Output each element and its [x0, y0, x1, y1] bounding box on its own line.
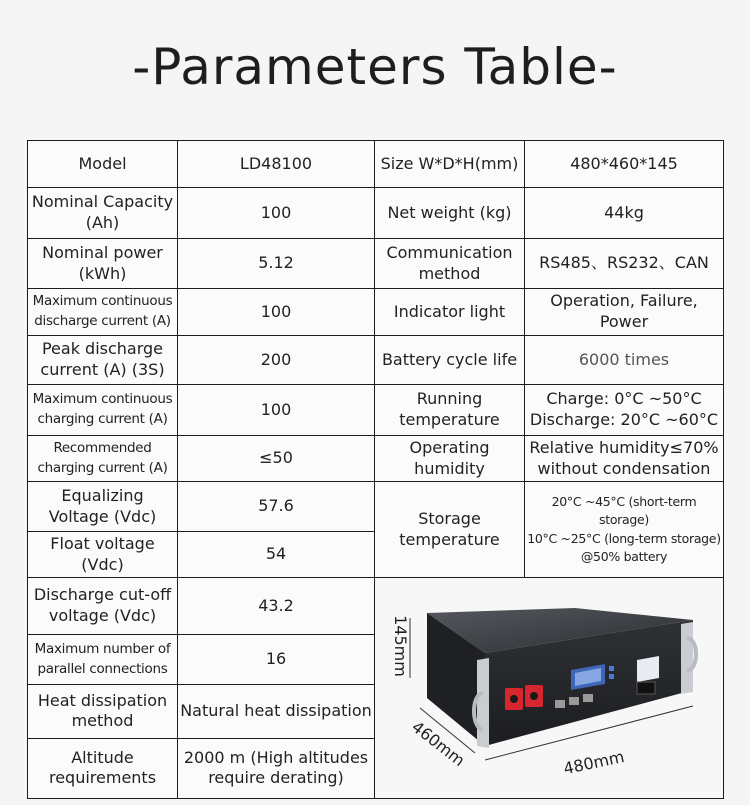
param-label: Net weight (kg) [375, 188, 525, 239]
param-value: 6000 times [525, 336, 724, 385]
param-label: Nominal power (kWh) [28, 239, 178, 289]
table-row [28, 188, 724, 239]
param-value: 57.6 [178, 482, 375, 532]
param-value: 480*460*145 [525, 141, 724, 188]
param-label: Size W*D*H(mm) [375, 141, 525, 188]
param-value: 44kg [525, 188, 724, 239]
width-dimension-label: 480mm [561, 746, 627, 779]
param-label: Communication method [375, 239, 525, 289]
param-value: Natural heat dissipation [178, 685, 375, 739]
communication-port-icon [555, 700, 565, 708]
rack-ear-right [681, 622, 693, 694]
param-label: Equalizing Voltage (Vdc) [28, 482, 178, 532]
param-value [525, 482, 724, 578]
param-value: 54 [178, 532, 375, 578]
label-sticker-icon [637, 656, 659, 682]
param-label: Maximum continuous charging current (A) [28, 385, 178, 436]
param-label: Maximum number of parallel connections [28, 634, 178, 684]
table-row [28, 482, 724, 532]
short-term-storage: 20°C ~45°C (short-term storage) [551, 494, 697, 528]
param-value: ≤50 [178, 436, 375, 482]
charge-temp: Charge: 0°C ~50°C [546, 389, 702, 409]
storage-charge-level: @50% battery [580, 548, 668, 564]
param-label: Discharge cut-off voltage (Vdc) [28, 578, 178, 635]
param-value: 100 [178, 385, 375, 436]
param-value: 200 [178, 336, 375, 385]
product-image-cell [375, 578, 724, 799]
param-label: Nominal Capacity (Ah) [28, 188, 178, 239]
param-label: Maximum continuous discharge current (A) [28, 289, 178, 336]
param-label: Altitude requirements [28, 738, 178, 798]
param-value: 43.2 [178, 578, 375, 635]
param-label: Battery cycle life [375, 336, 525, 385]
param-label: Peak discharge current (A) (3S) [28, 336, 178, 385]
table-row [28, 385, 724, 436]
rack-ear-left [477, 658, 489, 748]
battery-product-image [375, 578, 723, 798]
param-label: Model [28, 141, 178, 188]
param-value: Relative humidity≤70% without condensation [525, 436, 724, 482]
param-value: 100 [178, 289, 375, 336]
param-label: Operating humidity [375, 436, 525, 482]
breaker-switch-icon [637, 682, 655, 694]
long-term-storage: 10°C ~25°C (long-term storage) [527, 530, 721, 546]
page-title: -Parameters Table- [132, 38, 618, 96]
param-value: 5.12 [178, 239, 375, 289]
param-label: Storage temperature [375, 482, 525, 578]
param-value: LD48100 [178, 141, 375, 188]
depth-dimension-label: 460mm [408, 717, 469, 771]
table-row [28, 289, 724, 336]
table-row [28, 436, 724, 482]
height-dimension-label: 145mm [391, 615, 410, 677]
param-label: Float voltage (Vdc) [28, 532, 178, 578]
parameters-table [27, 140, 724, 799]
discharge-temp: Discharge: 20°C ~60°C [529, 410, 719, 429]
table-row [28, 578, 724, 635]
param-label: Heat dissipation method [28, 685, 178, 739]
control-button-icon [609, 666, 614, 671]
table-row [28, 239, 724, 289]
param-value: 16 [178, 634, 375, 684]
table-row [28, 141, 724, 188]
table-row [28, 336, 724, 385]
param-value: 2000 m (High altitudes require derating) [178, 738, 375, 798]
param-label: Running temperature [375, 385, 525, 436]
param-value: Operation, Failure, Power [525, 289, 724, 336]
param-value: RS485、RS232、CAN [525, 239, 724, 289]
param-label: Recommended charging current (A) [28, 436, 178, 482]
param-label: Indicator light [375, 289, 525, 336]
param-value: 100 [178, 188, 375, 239]
param-value [525, 385, 724, 436]
